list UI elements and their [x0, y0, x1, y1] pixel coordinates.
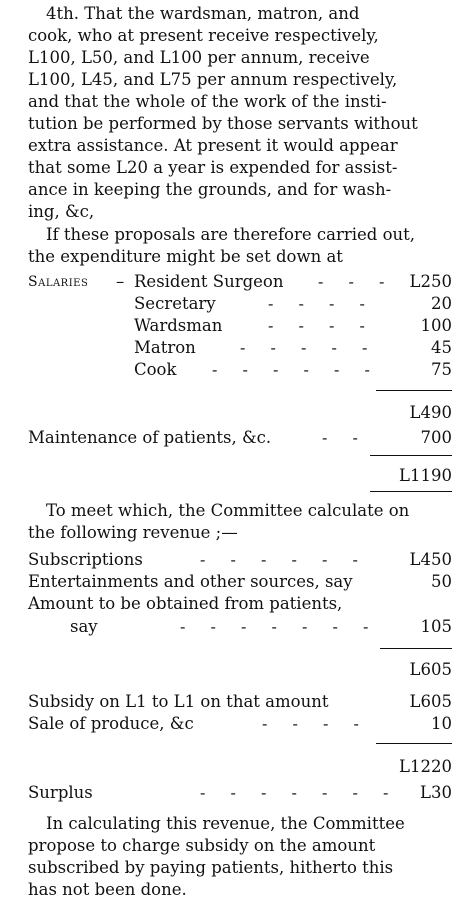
para1-line-6: tution be performed by those servants without [28, 114, 418, 133]
leader-dots: - - - - - - [200, 550, 368, 569]
para1-line-8: that some L20 a year is expended for assist- [28, 158, 398, 177]
expenditure-total: L1190 [399, 466, 452, 485]
expense-label-secretary: Secretary [134, 294, 216, 313]
expense-value-cook: 75 [431, 360, 452, 379]
expense-label-matron: Matron [134, 338, 196, 357]
subsidy-label: Subsidy on L1 to L1 on that amount [28, 692, 329, 711]
expense-value-surgeon: L250 [409, 272, 452, 291]
leader-dots: - - - - [268, 316, 375, 335]
subtotal-rule [376, 390, 452, 391]
para4-line-3: subscribed by paying patients, hitherto this [28, 858, 394, 877]
expense-value-wardsman: 100 [420, 316, 452, 335]
leader-dots: - - - - [268, 294, 375, 313]
patients-value: 105 [420, 617, 452, 636]
para1-line-10: ing, &c, [28, 202, 95, 221]
total-rule-top [370, 455, 452, 456]
maintenance-label: Maintenance of patients, &c. [28, 428, 272, 447]
produce-label: Sale of produce, &c [28, 714, 194, 733]
leader-dots: - - - - - - [212, 360, 380, 379]
entertainments-label: Entertainments and other sources, say [28, 572, 353, 591]
para4-line-2: propose to charge subsidy on the amount [28, 836, 376, 855]
salaries-dash: – [116, 272, 125, 291]
para1-line-2: cook, who at present receive respectively, [28, 26, 379, 45]
para1-line-9: ance in keeping the grounds, and for wash- [28, 180, 392, 199]
subscriptions-value: L450 [409, 550, 452, 569]
para1-line-3: L100, L50, and L100 per annum, receive [28, 48, 370, 67]
patients-say: say [70, 617, 98, 636]
patients-label: Amount to be obtained from patients, [28, 594, 343, 613]
salaries-subtotal: L490 [409, 403, 452, 422]
para2-line-2: the expenditure might be set down at [28, 247, 343, 266]
produce-value: 10 [431, 714, 452, 733]
subscriptions-label: Subscriptions [28, 550, 143, 569]
revenue-total-rule [376, 743, 452, 744]
leader-dots: - - - - - - - [180, 617, 379, 636]
revenue-total: L1220 [399, 757, 452, 776]
expense-label-cook: Cook [134, 360, 177, 379]
para1-line-5: and that the whole of the work of the insti- [28, 92, 387, 111]
para2-line-1: If these proposals are therefore carried out, [46, 225, 416, 244]
leader-dots: - - [322, 428, 368, 447]
leader-dots: - - - - [262, 714, 369, 733]
para3-line-1: To meet which, the Committee calculate on [46, 501, 410, 520]
para4-line-4: has not been done. [28, 880, 187, 899]
para3-line-2: the following revenue ;— [28, 523, 238, 542]
expense-label-surgeon: Resident Surgeon [134, 272, 284, 291]
para1-line-1: 4th. That the wardsman, matron, and [46, 4, 360, 23]
entertainments-value: 50 [431, 572, 452, 591]
subsidy-value: L605 [409, 692, 452, 711]
surplus-label: Surplus [28, 783, 93, 802]
expense-label-wardsman: Wardsman [134, 316, 223, 335]
total-rule-bottom [370, 491, 452, 492]
para1-line-7: extra assistance. At present it would appear [28, 136, 398, 155]
salaries-label: Salaries [28, 274, 89, 290]
leader-dots: - - - [318, 272, 395, 291]
leader-dots: - - - - - - - [200, 783, 399, 802]
para1-line-4: L100, L45, and L75 per annum respectively, [28, 70, 398, 89]
surplus-value: L30 [420, 783, 452, 802]
para4-line-1: In calculating this revenue, the Committee [46, 814, 405, 833]
expense-value-matron: 45 [431, 338, 452, 357]
leader-dots: - - - - - [240, 338, 378, 357]
expense-value-secretary: 20 [431, 294, 452, 313]
revenue-subtotal-rule [380, 648, 452, 649]
revenue-subtotal: L605 [409, 660, 452, 679]
maintenance-value: 700 [420, 428, 452, 447]
